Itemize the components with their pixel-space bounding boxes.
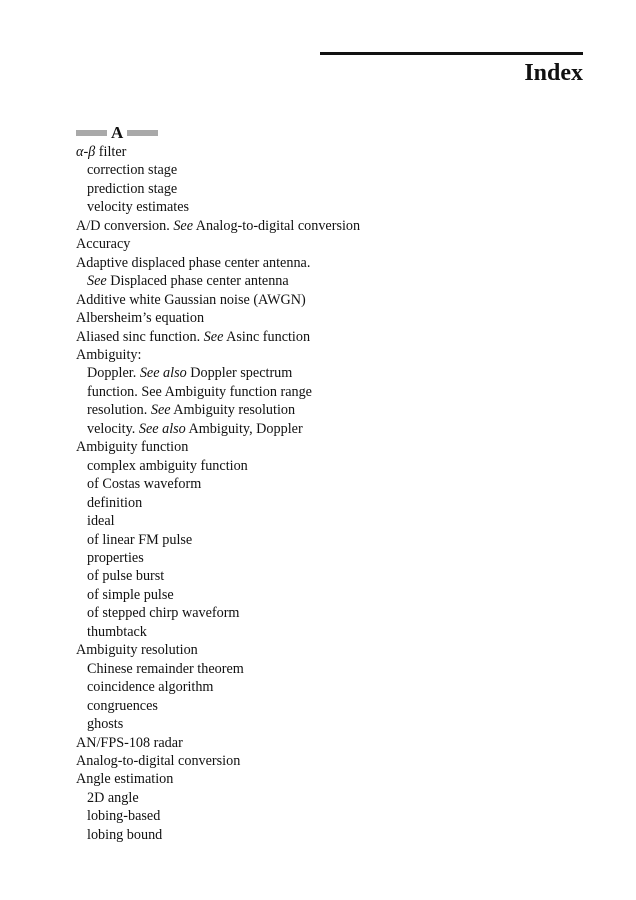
entry-text: velocity estimates <box>87 199 190 216</box>
entry-text: complex ambiguity function <box>87 457 248 474</box>
entry-text: coincidence algorithm <box>87 679 214 696</box>
entry-text: prediction stage <box>87 180 178 197</box>
entry-text: AN/FPS-108 radar <box>76 734 183 751</box>
index-entry <box>76 217 360 235</box>
entry-text: lobing bound <box>87 826 163 843</box>
entry-text: definition <box>87 494 143 511</box>
entry-text: of simple pulse <box>87 586 174 603</box>
entry-text-italic: See <box>150 402 171 419</box>
entry-text: lobing-based <box>87 808 161 825</box>
index-entry <box>76 291 360 309</box>
index-subentry <box>76 198 360 216</box>
entry-text: Ambiguity resolution <box>170 402 296 419</box>
entry-text-italic: See also <box>139 365 187 382</box>
entry-text: Accuracy <box>76 236 131 253</box>
index-subentry <box>76 697 360 715</box>
index-subentry <box>76 549 360 567</box>
entry-text: correction stage <box>87 162 178 179</box>
index-subentry <box>76 161 360 179</box>
entry-text: velocity. <box>87 420 139 437</box>
entry-text: Angle estimation <box>76 771 174 788</box>
index-subentry <box>76 272 360 290</box>
index-subentry <box>76 660 360 678</box>
index-subentry <box>76 807 360 825</box>
entry-text: of Costas waveform <box>87 476 202 493</box>
index-entry <box>76 254 360 272</box>
entry-text: Displaced phase center antenna <box>106 273 289 290</box>
entry-text: 2D angle <box>87 789 139 806</box>
entry-text: Additive white Gaussian noise (AWGN) <box>76 291 306 308</box>
index-subentry <box>76 531 360 549</box>
entry-text-italic: See <box>173 217 194 234</box>
entry-text: ideal <box>87 513 115 530</box>
entry-text: A/D conversion. <box>76 217 174 234</box>
entry-text: function. See Ambiguity function range <box>87 383 312 400</box>
index-subentry <box>76 401 360 419</box>
index-entry <box>76 734 360 752</box>
entry-text-italic: See also <box>138 420 186 437</box>
index-entry <box>76 641 360 659</box>
letter-bar-left <box>76 130 107 136</box>
index-entry <box>76 770 360 788</box>
entry-text: congruences <box>87 697 158 714</box>
index-subentry <box>76 715 360 733</box>
index-entry <box>76 235 360 253</box>
entry-text: ghosts <box>87 716 124 733</box>
entry-text: Ambiguity: <box>76 346 142 363</box>
index-subentry <box>76 789 360 807</box>
entry-text: of pulse burst <box>87 568 165 585</box>
entry-text: resolution. <box>87 402 151 419</box>
entry-text: of stepped chirp waveform <box>87 605 240 622</box>
index-subentry <box>76 826 360 844</box>
entry-text: Asinc function <box>223 328 311 345</box>
entry-text: thumbtack <box>87 623 147 640</box>
entry-text: Doppler. <box>87 365 140 382</box>
entry-text-italic: α-β <box>76 144 96 160</box>
entry-text: Adaptive displaced phase center antenna. <box>76 254 311 271</box>
index-subentry <box>76 512 360 530</box>
entry-text: Ambiguity, Doppler <box>185 420 303 437</box>
index-entry-list <box>76 143 360 844</box>
entry-text-italic: See <box>203 328 224 345</box>
index-subentry <box>76 604 360 622</box>
index-entry <box>76 752 360 770</box>
entry-text: Chinese remainder theorem <box>87 660 244 677</box>
entry-text: Analog-to-digital conversion <box>76 752 241 769</box>
entry-text: Ambiguity function <box>76 439 189 456</box>
section-letter: A <box>111 123 124 142</box>
index-entry <box>76 309 360 327</box>
index-subentry <box>76 494 360 512</box>
entry-text: filter <box>95 144 127 160</box>
index-subentry <box>76 623 360 641</box>
entry-text: Aliased sinc function. <box>76 328 204 345</box>
index-entry <box>76 143 360 161</box>
entry-text-italic: See <box>87 273 107 290</box>
index-subentry <box>76 364 360 382</box>
index-subentry <box>76 567 360 585</box>
index-subentry <box>76 678 360 696</box>
entry-text: Ambiguity resolution <box>76 642 198 659</box>
index-entry <box>76 346 360 364</box>
header-rule <box>320 52 583 55</box>
entry-text: Analog-to-digital conversion <box>193 217 361 234</box>
entry-text: Doppler spectrum <box>186 365 293 382</box>
entry-text: properties <box>87 549 144 566</box>
index-subentry <box>76 457 360 475</box>
index-subentry <box>76 420 360 438</box>
section-letter-heading <box>76 123 158 143</box>
index-subentry <box>76 383 360 401</box>
index-subentry <box>76 586 360 604</box>
letter-bar-right <box>127 130 158 136</box>
entry-text: of linear FM pulse <box>87 531 193 548</box>
index-entry <box>76 438 360 456</box>
entry-text: Albersheim’s equation <box>76 310 205 327</box>
index-subentry <box>76 475 360 493</box>
page-title: Index <box>524 60 583 86</box>
index-subentry <box>76 180 360 198</box>
index-entry <box>76 328 360 346</box>
